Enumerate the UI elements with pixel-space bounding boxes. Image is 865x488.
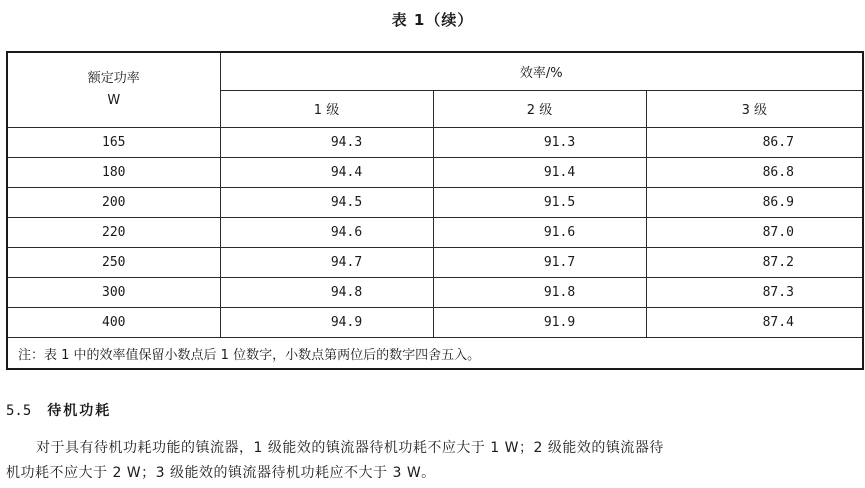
rated-power-cell: 400 <box>7 308 220 338</box>
grade-2-cell: 91.9 <box>433 308 646 338</box>
grade-1-header: 1 级 <box>220 90 433 128</box>
grade-2-cell: 91.7 <box>433 248 646 278</box>
grade-1-cell: 94.9 <box>220 308 433 338</box>
rated-power-cell: 250 <box>7 248 220 278</box>
table-row <box>7 248 863 278</box>
grade-1-cell: 94.7 <box>220 248 433 278</box>
table-row <box>7 308 863 338</box>
grade-1-cell: 94.8 <box>220 278 433 308</box>
efficiency-header: 效率/% <box>220 52 863 90</box>
rated-power-cell: 180 <box>7 158 220 188</box>
grade-1-cell: 94.6 <box>220 218 433 248</box>
table-note: 注：表 1 中的效率值保留小数点后 1 位数字，小数点第两位后的数字四舍五入。 <box>7 338 863 370</box>
rated-power-header-unit: W <box>107 93 121 108</box>
table-row <box>7 218 863 248</box>
grade-2-cell: 91.5 <box>433 188 646 218</box>
section-number: 5.5 <box>6 403 32 419</box>
grade-1-cell: 94.4 <box>220 158 433 188</box>
section-title: 待机功耗 <box>47 403 112 419</box>
rated-power-cell: 220 <box>7 218 220 248</box>
paragraph-line-1: 对于具有待机功耗功能的镇流器，1 级能效的镇流器待机功耗不应大于 1 W；2 级能效的镇流器待 <box>36 440 664 456</box>
grade-3-cell: 87.4 <box>646 308 863 338</box>
grade-3-cell: 86.7 <box>646 128 863 158</box>
rated-power-cell: 200 <box>7 188 220 218</box>
grade-2-header: 2 级 <box>433 90 646 128</box>
grade-3-cell: 87.3 <box>646 278 863 308</box>
table-row <box>7 188 863 218</box>
grade-3-cell: 87.2 <box>646 248 863 278</box>
grade-1-cell: 94.5 <box>220 188 433 218</box>
table-row <box>7 278 863 308</box>
rated-power-header-label: 额定功率 <box>87 71 140 86</box>
table-row <box>7 158 863 188</box>
grade-2-cell: 91.3 <box>433 128 646 158</box>
grade-2-cell: 91.4 <box>433 158 646 188</box>
table-title: 表 1（续） <box>391 11 474 29</box>
grade-3-cell: 86.9 <box>646 188 863 218</box>
section-heading <box>6 400 111 420</box>
paragraph-line-2: 机功耗不应大于 2 W；3 级能效的镇流器待机功耗应不大于 3 W。 <box>6 465 436 481</box>
section-paragraph <box>6 436 858 486</box>
rated-power-cell: 300 <box>7 278 220 308</box>
grade-3-cell: 86.8 <box>646 158 863 188</box>
grade-1-cell: 94.3 <box>220 128 433 158</box>
grade-3-header: 3 级 <box>646 90 863 128</box>
table-row <box>7 128 863 158</box>
grade-3-cell: 87.0 <box>646 218 863 248</box>
rated-power-header <box>7 52 220 128</box>
efficiency-table <box>6 51 864 370</box>
rated-power-cell: 165 <box>7 128 220 158</box>
grade-2-cell: 91.6 <box>433 218 646 248</box>
grade-2-cell: 91.8 <box>433 278 646 308</box>
